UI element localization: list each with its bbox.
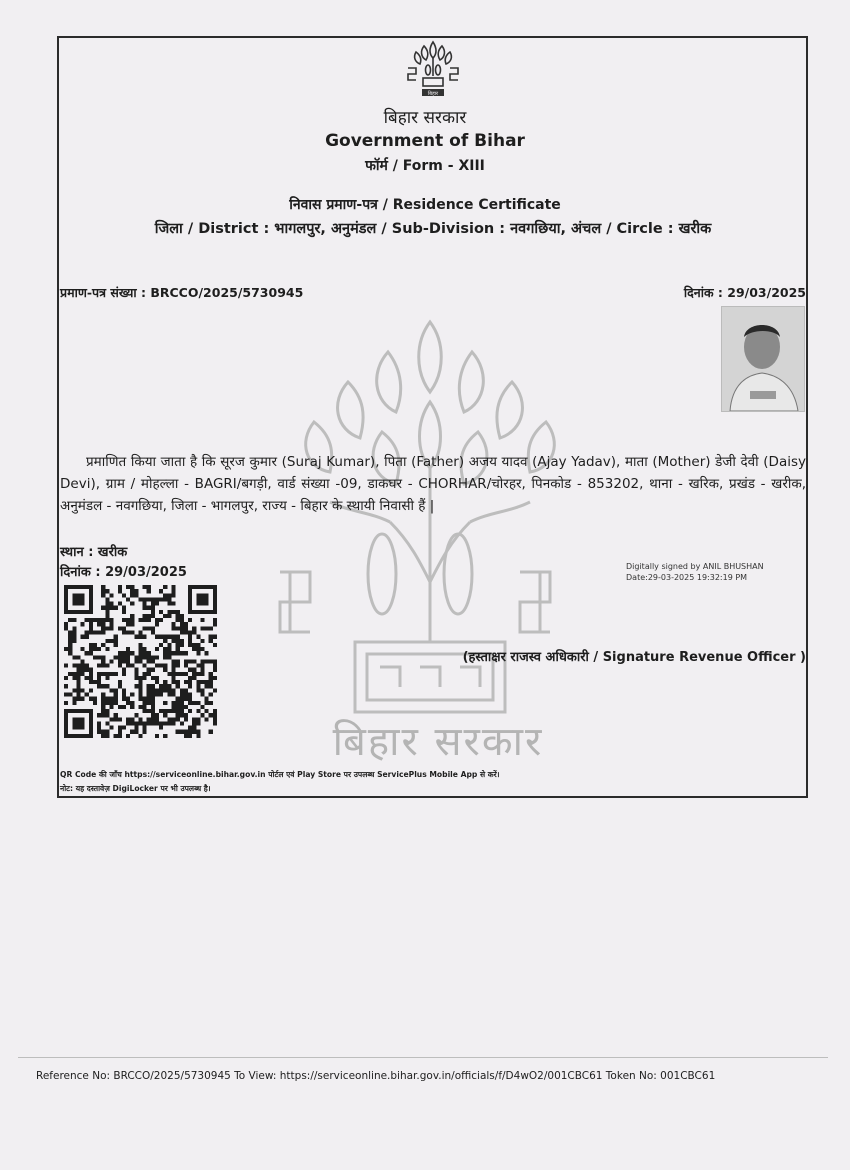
form-number: फॉर्म / Form - XIII xyxy=(365,158,485,174)
footer-divider xyxy=(18,1057,828,1058)
place-label: स्थान : खरीक xyxy=(60,545,128,560)
qr-verification-note: QR Code की जाँच https://serviceonline.bihar.gov.in पोर्टल एवं Play Store पर उपलब्ध ServicePlus Mobile App से करें। xyxy=(60,770,500,779)
qr-code xyxy=(64,585,217,738)
place-date: दिनांक : 29/03/2025 xyxy=(60,565,187,580)
government-title-hindi: बिहार सरकार xyxy=(383,108,467,128)
digital-signature xyxy=(626,561,764,583)
svg-text:बिहार: बिहार xyxy=(427,91,439,97)
digital-signature-name: Digitally signed by ANIL BHUSHAN xyxy=(626,562,764,571)
applicant-photo xyxy=(721,306,805,412)
digital-signature-date: Date:29-03-2025 19:32:19 PM xyxy=(626,573,748,582)
certificate-title: निवास प्रमाण-पत्र / Residence Certificate xyxy=(289,197,561,213)
certificate-body: प्रमाणित किया जाता है कि सूरज कुमार (Suraj Kumar), पिता (Father) अजय यादव (Ajay Yadav), माता (Mother) डेजी देवी (Daisy Devi), ग्राम / मोहल्ला - BAGRI/बगड़ी, वार्ड संख्या -09, डाकघर - CHORHAR/चोरहर, पिनकोड - 853202, थाना - खरिक, प्रखंड - खरीक, अनुमंडल - नवगछिया, जिला - भागलपुर, राज्य - बिहार के स्थायी निवासी हैं | xyxy=(60,454,806,514)
bihar-emblem-icon xyxy=(402,38,464,100)
signature-label: (हस्ताक्षर राजस्व अधिकारी / Signature Revenue Officer ) xyxy=(462,650,806,665)
government-title-english: Government of Bihar xyxy=(325,131,525,151)
watermark-text: बिहार सरकार xyxy=(332,719,544,765)
reference-footer: Reference No: BRCCO/2025/5730945 To View: https://serviceonline.bihar.gov.in/officials/f/D4wO2/001CBC61 Token No: 001CBC61 xyxy=(36,1070,716,1082)
issue-date: दिनांक : 29/03/2025 xyxy=(683,285,806,300)
digilocker-note: नोट: यह दस्तावेज़ DigiLocker पर भी उपलब्ध है। xyxy=(60,784,211,793)
certificate-number: प्रमाण-पत्र संख्या : BRCCO/2025/5730945 xyxy=(60,285,304,300)
district-line: जिला / District : भागलपुर, अनुमंडल / Sub-Division : नवगछिया, अंचल / Circle : खरीक xyxy=(154,221,712,237)
